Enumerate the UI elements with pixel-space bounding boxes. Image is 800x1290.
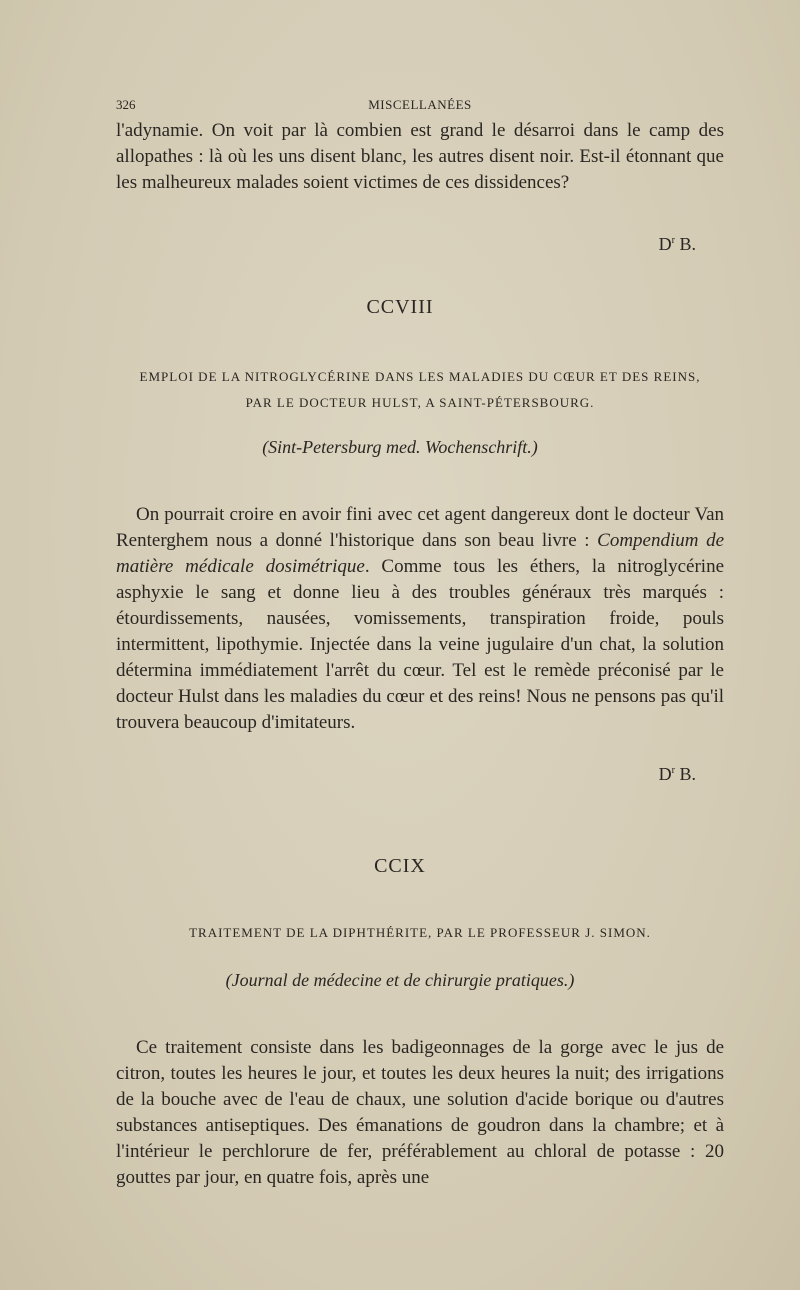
body-paragraph-ccviii: On pourrait croire en avoir fini avec cet agent dangereux dont le docteur Van Renterghem nous a donné l'historique dans son beau livre : Compendium de matière médicale dosimétrique. Comme tous les éthers, la nitroglycérine asphyxie le sang et donne lieu à des troubles généraux très marqués : étourdissements, nausées, vomissements, transpiration froide, pouls intermittent, lipothymie. Injectée dans la veine jugulaire d'un chat, la solution détermina immédiatement l'arrêt du cœur. Tel est le remède préconisé par le docteur Hulst dans les maladies du cœur et des reins! Nous ne pensons pas qu'il trouvera beaucoup d'imitateurs. <box>116 504 725 733</box>
section-number-ccix: CCIX <box>374 855 426 877</box>
page-header <box>116 97 724 117</box>
section-heading-ccviii-line1: EMPLOI DE LA NITROGLYCÉRINE DANS LES MALADIES DU CŒUR ET DES REINS, <box>139 369 701 384</box>
page-number: 326 <box>116 97 136 112</box>
section-heading-ccix: TRAITEMENT DE LA DIPHTHÉRITE, PAR LE PROFESSEUR J. SIMON. <box>189 925 651 940</box>
body-paragraph-ccix: Ce traitement consiste dans les badigeonnages de la gorge avec le jus de citron, toutes les heures le jour, et toutes les deux heures la nuit; des irrigations de la bouche avec de l'eau de chaux, une solution d'acide borique ou d'autres substances antiseptiques. Des émanations de goudron dans la chambre; et à l'intérieur le perchlorure de fer, préférablement au chloral de potasse : 20 gouttes par jour, en quatre fois, après une <box>116 1037 724 1188</box>
source-citation-ccviii: (Sint-Petersburg med. Wochenschrift.) <box>262 437 538 457</box>
ccviii-signature: $D^r$ B. <box>658 764 696 784</box>
book-title: Compendium de matière médicale dosimétrique <box>116 530 724 577</box>
running-title: MISCELLANÉES <box>368 97 472 112</box>
source-citation-ccix: (Journal de médecine et de chirurgie pratiques.) <box>225 970 575 990</box>
section-heading-ccviii-line2: PAR LE DOCTEUR HULST, A SAINT-PÉTERSBOURG. <box>245 395 595 410</box>
intro-paragraph: l'adynamie. On voit par là combien est grand le désarroi dans le camp des allopathes : là où les uns disent blanc, les autres disent noir. Est-il étonnant que les malheureux malades soient victimes de ces dissidences? <box>116 120 724 193</box>
section-number-ccviii: CCVIII <box>366 296 434 318</box>
section-heading-ccviii <box>116 364 724 416</box>
intro-signature: $D^r$ B. <box>658 234 696 254</box>
